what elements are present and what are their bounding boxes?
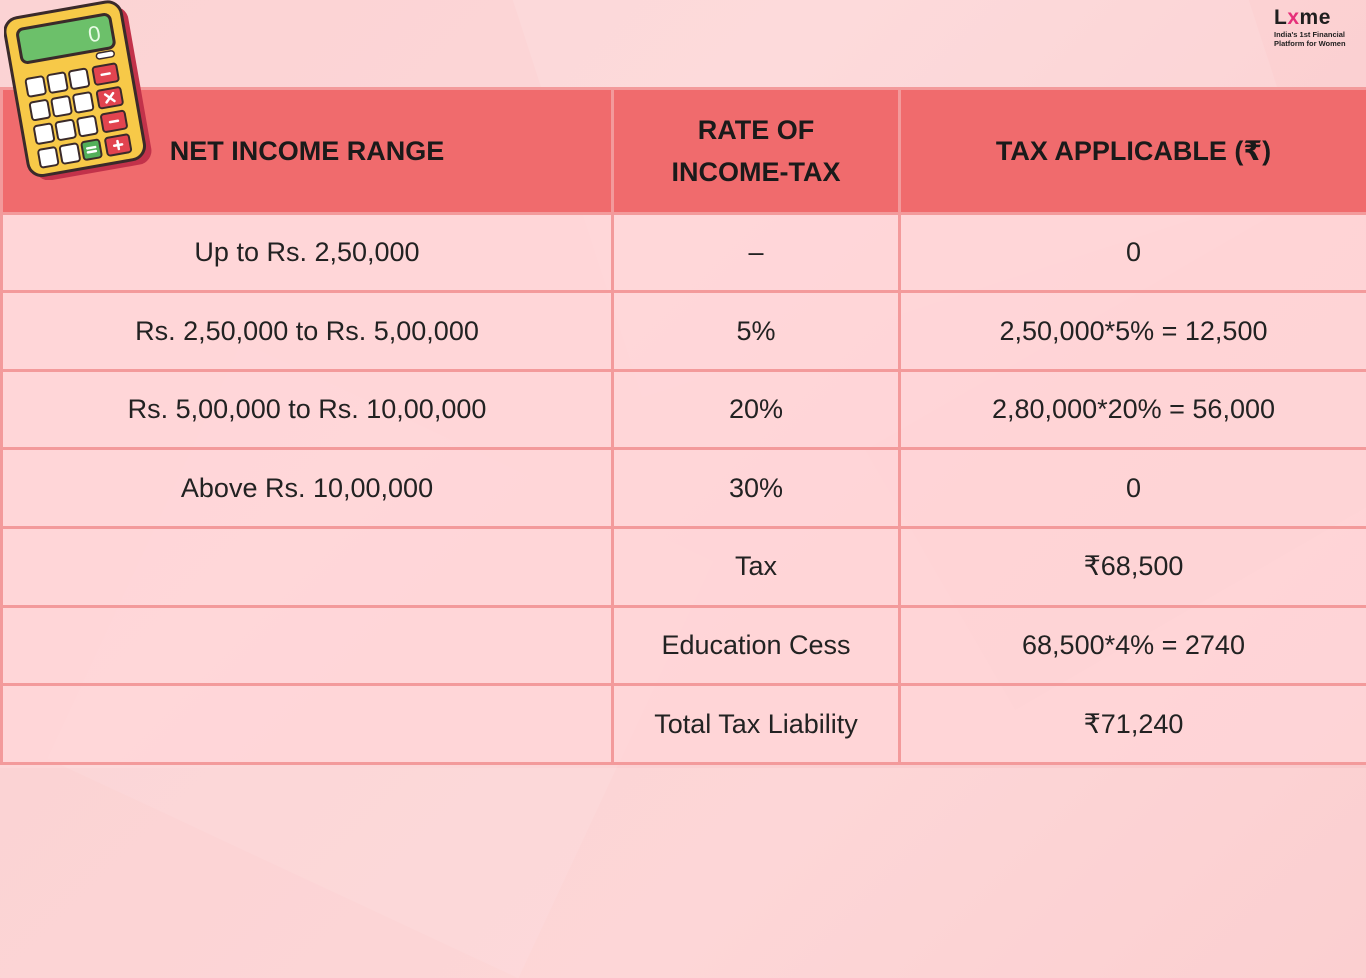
cell-tax-applicable: 2,50,000*5% = 12,500 xyxy=(900,292,1366,371)
cell-tax-rate: 20% xyxy=(613,370,900,449)
cell-tax-rate: – xyxy=(613,213,900,292)
calculator-icon xyxy=(4,0,154,180)
cell-income-range: Rs. 2,50,000 to Rs. 5,00,000 xyxy=(2,292,613,371)
cell-tax-applicable: 0 xyxy=(900,449,1366,528)
logo-letter-x: x xyxy=(1287,6,1299,29)
table-row xyxy=(2,213,1366,292)
calculator-display: 0 xyxy=(86,21,102,48)
cell-income-range xyxy=(2,606,613,685)
cell-tax-applicable: 0 xyxy=(900,213,1366,292)
cell-income-range xyxy=(2,685,613,764)
cell-income-range: Rs. 5,00,000 to Rs. 10,00,000 xyxy=(2,370,613,449)
logo-wordmark xyxy=(1274,6,1354,30)
cell-tax-rate: 5% xyxy=(613,292,900,371)
cell-summary-value: ₹71,240 xyxy=(900,685,1366,764)
cell-summary-value: 68,500*4% = 2740 xyxy=(900,606,1366,685)
table-row xyxy=(2,370,1366,449)
table-row xyxy=(2,685,1366,764)
tagline-line-1: India's 1st Financial xyxy=(1274,30,1354,39)
header-rate-line-2: INCOME-TAX xyxy=(614,151,898,193)
header-rate-of-income-tax xyxy=(613,89,900,214)
header-net-income-range: NET INCOME RANGE xyxy=(2,89,613,214)
cell-summary-value: ₹68,500 xyxy=(900,528,1366,607)
table-row xyxy=(2,606,1366,685)
cell-income-range: Up to Rs. 2,50,000 xyxy=(2,213,613,292)
logo-tagline xyxy=(1274,30,1354,48)
table-row xyxy=(2,292,1366,371)
table-row xyxy=(2,528,1366,607)
logo-letters-me: me xyxy=(1300,6,1331,29)
table-row xyxy=(2,449,1366,528)
cell-summary-label: Education Cess xyxy=(613,606,900,685)
cell-tax-applicable: 2,80,000*20% = 56,000 xyxy=(900,370,1366,449)
cell-summary-label: Total Tax Liability xyxy=(613,685,900,764)
income-tax-table xyxy=(0,87,1366,765)
brand-logo xyxy=(1274,6,1354,48)
header-tax-applicable: TAX APPLICABLE (₹) xyxy=(900,89,1366,214)
tagline-line-2: Platform for Women xyxy=(1274,39,1354,48)
logo-letter-l: L xyxy=(1274,6,1287,29)
cell-income-range xyxy=(2,528,613,607)
header-rate-line-1: RATE OF xyxy=(614,109,898,151)
cell-income-range: Above Rs. 10,00,000 xyxy=(2,449,613,528)
cell-tax-rate: 30% xyxy=(613,449,900,528)
cell-summary-label: Tax xyxy=(613,528,900,607)
table-header-row xyxy=(2,89,1366,214)
